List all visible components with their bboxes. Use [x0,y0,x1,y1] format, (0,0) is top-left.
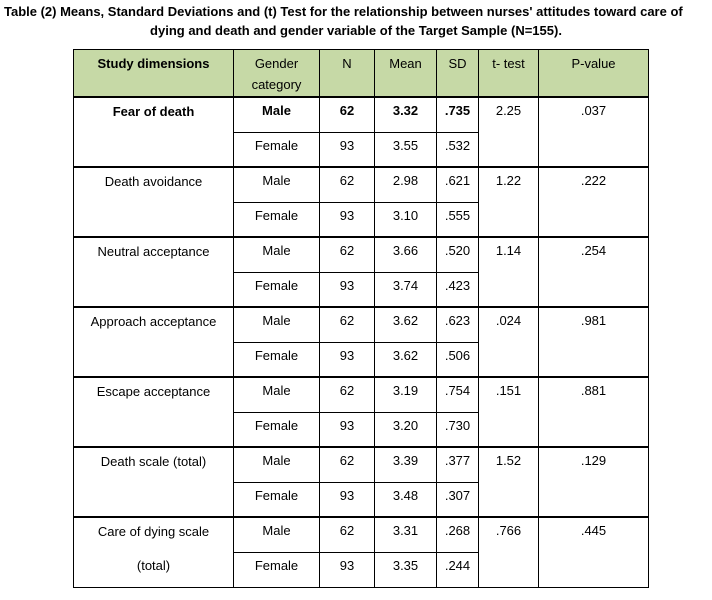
t-test-cell: 1.22 [479,167,539,237]
gender-cell: Female [234,552,320,587]
mean-cell: 3.35 [375,552,437,587]
header-p-value: P-value [539,50,649,98]
n-cell: 93 [320,272,375,307]
mean-cell: 3.62 [375,307,437,342]
table-row [74,97,649,132]
t-test-cell: 1.14 [479,237,539,307]
results-table [73,49,649,588]
n-cell: 93 [320,342,375,377]
gender-cell: Female [234,482,320,517]
gender-cell: Male [234,97,320,132]
header-t-test: t- test [479,50,539,98]
dimension-label: Death avoidance [104,174,203,189]
n-cell: 62 [320,167,375,202]
n-cell: 62 [320,307,375,342]
dimension-label-line2: (total) [136,558,171,573]
t-test-cell: .024 [479,307,539,377]
t-test-cell: 1.52 [479,447,539,517]
dimension-cell [74,167,234,237]
p-value-cell: .222 [539,167,649,237]
dimension-cell [74,97,234,167]
sd-cell: .735 [437,97,479,132]
table-row [74,167,649,202]
n-cell: 93 [320,482,375,517]
sd-cell: .621 [437,167,479,202]
gender-cell: Male [234,447,320,482]
gender-cell: Female [234,342,320,377]
caption-line-2: dying and death and gender variable of the Target Sample (N=155). [150,23,562,38]
sd-cell: .754 [437,377,479,412]
dimension-cell [74,237,234,307]
dimension-label: Neutral acceptance [97,244,210,259]
mean-cell: 3.31 [375,517,437,552]
n-cell: 93 [320,132,375,167]
n-cell: 93 [320,552,375,587]
gender-cell: Female [234,272,320,307]
table-row [74,517,649,552]
dimension-label: Escape acceptance [96,384,211,399]
sd-cell: .307 [437,482,479,517]
dimension-cell [74,447,234,517]
sd-cell: .377 [437,447,479,482]
header-gender: Gender category [234,50,320,98]
gender-cell: Female [234,412,320,447]
p-value-cell: .881 [539,377,649,447]
t-test-cell: .151 [479,377,539,447]
p-value-cell: .129 [539,447,649,517]
mean-cell: 3.66 [375,237,437,272]
p-value-cell: .445 [539,517,649,587]
mean-cell: 3.39 [375,447,437,482]
dimension-label: Approach acceptance [90,314,217,329]
n-cell: 62 [320,237,375,272]
sd-cell: .506 [437,342,479,377]
sd-cell: .730 [437,412,479,447]
table-row [74,307,649,342]
gender-cell: Male [234,237,320,272]
table-row [74,377,649,412]
mean-cell: 3.74 [375,272,437,307]
table-caption [4,2,708,40]
t-test-cell: .766 [479,517,539,587]
caption-line-1: Table (2) Means, Standard Deviations and (t) Test for the relationship between nurses' attitudes toward care of [4,4,683,19]
mean-cell: 3.55 [375,132,437,167]
n-cell: 93 [320,412,375,447]
mean-cell: 2.98 [375,167,437,202]
header-dimension: Study dimensions [74,50,234,98]
dimension-cell [74,377,234,447]
gender-cell: Male [234,167,320,202]
sd-cell: .244 [437,552,479,587]
gender-cell: Male [234,307,320,342]
sd-cell: .423 [437,272,479,307]
mean-cell: 3.19 [375,377,437,412]
p-value-cell: .254 [539,237,649,307]
dimension-label: Care of dying scale [97,524,210,539]
dimension-cell [74,517,234,587]
sd-cell: .532 [437,132,479,167]
table-row [74,237,649,272]
gender-cell: Female [234,132,320,167]
sd-cell: .623 [437,307,479,342]
mean-cell: 3.10 [375,202,437,237]
header-mean: Mean [375,50,437,98]
sd-cell: .268 [437,517,479,552]
mean-cell: 3.62 [375,342,437,377]
dimension-label: Death scale (total) [100,454,207,469]
table-row [74,447,649,482]
mean-cell: 3.48 [375,482,437,517]
dimension-label: Fear of death [112,104,195,119]
mean-cell: 3.20 [375,412,437,447]
dimension-cell [74,307,234,377]
n-cell: 62 [320,447,375,482]
t-test-cell: 2.25 [479,97,539,167]
header-row [74,50,649,98]
n-cell: 93 [320,202,375,237]
sd-cell: .555 [437,202,479,237]
mean-cell: 3.32 [375,97,437,132]
n-cell: 62 [320,97,375,132]
p-value-cell: .981 [539,307,649,377]
header-n: N [320,50,375,98]
p-value-cell: .037 [539,97,649,167]
header-sd: SD [437,50,479,98]
n-cell: 62 [320,377,375,412]
sd-cell: .520 [437,237,479,272]
gender-cell: Female [234,202,320,237]
n-cell: 62 [320,517,375,552]
gender-cell: Male [234,377,320,412]
gender-cell: Male [234,517,320,552]
